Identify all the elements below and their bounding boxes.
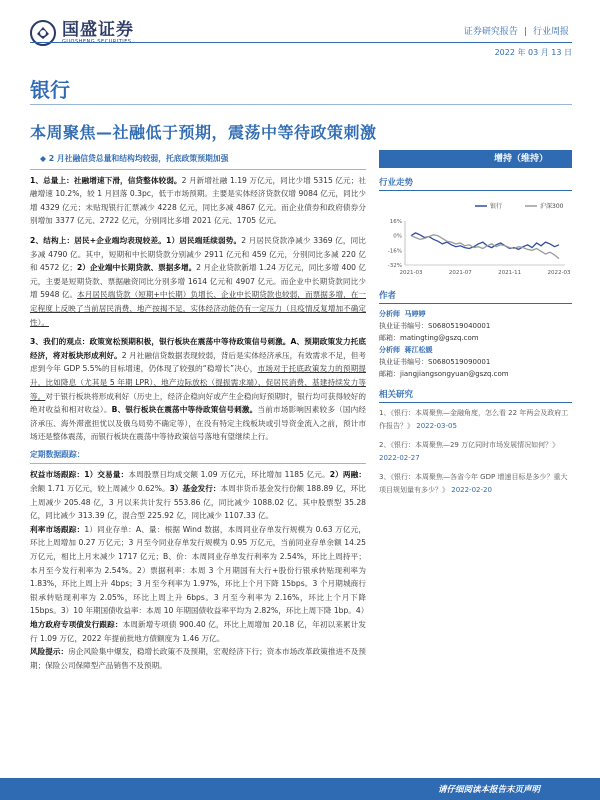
p2-lead: 2、结构上：居民+企业端均表现较差。1）居民端延续弱势。 [30,235,242,245]
rate-lead: 利率市场跟踪： [30,524,85,534]
volume-lead: 1）交易量： [84,470,129,480]
subhead-text: 2 月社融信贷总量和结构均较弱，托底政策预期加强 [48,154,229,163]
header-divider [30,42,572,43]
p3-body: 2 月社融信贷数据表现较弱，背后是实体经济承压，有效需求不足，但考虑到今年 GDP 5.5%的目标增速，仍体现了较强的“稳增长”决心， [30,350,366,374]
report-type-label: 证券研究报告 [463,27,518,37]
rating-badge: 增持（维持） [379,150,572,168]
author-1 [379,308,572,344]
author-2-cert: S0680519090001 [428,358,491,366]
industry-title: 银行 [30,78,70,102]
x-tick-label: 2021-07 [448,270,472,276]
risk-body: 房企风险集中爆发，稳增长政策不及预期，宏观经济下行；资本市场改革政策推进不及预期；保险公司保障型产品销售不及预期。 [30,647,366,670]
series-line-csi300 [411,235,559,259]
fund-lead: 3）基金发行： [169,484,221,494]
data-divider [30,463,366,464]
author-1-role: 分析师 [379,310,400,318]
author-2-role: 分析师 [379,346,400,354]
trend-title: 行业走势 [379,176,572,191]
report-date: 2022 年 03 月 13 日 [494,48,572,57]
author-1-cert: S0680519040001 [428,322,491,330]
main-content [30,150,369,672]
subhead-divider [30,169,366,170]
report-type [461,24,572,37]
y-tick-label: 0% [393,233,402,240]
industry-divider [30,104,572,105]
related-2-text[interactable]: 2、《银行：本周聚焦—29 万亿同时市场发展情况如何？》 [379,441,560,449]
equity-tracking [30,468,366,522]
author-2-email-label: 邮箱： [379,370,400,378]
related-2-date: 2022-02-27 [379,454,420,462]
rate-tracking [30,523,369,645]
author-1-email-label: 邮箱： [379,334,400,342]
author-1-email[interactable]: matingting@gszq.com [400,334,479,342]
authors-list [379,308,572,380]
paragraph-2 [30,234,366,329]
p1-body: 2 月新增社融 1.19 万亿元，同比少增 5315 亿元；社融增速 10.2%，较 1 月回落 0.3pc，低于市场预期。主要是实体经济贷款仅增 9084 亿元，同比少增 4329 亿元；未贴现银行汇票减少 4228 亿元，同比多减 4867 亿元。而企业债券和政府债券分别增加 3377 亿元、2722 亿元，分别同比多增 2021 亿元、1705 亿元。 [30,175,366,226]
sidebar [379,150,572,497]
p3-body2: 对于银行板块将形成利好（历史上，经济企稳向好或产生企稳向好预期时，银行均可获得较好的绝对收益和相对收益）。 [30,391,367,415]
p3-body3: 当前市场影响因素较多（国内经济承压、海外滞涨担忧以及俄乌局势不确定等），在没有特定主线板块或引导资金流入之前，预计市场还是整体震荡，而银行板块在震荡中等待政策信号落地有望继续上行。 [30,405,366,442]
p2-underline: 本月居民端贷款（短期+中长期）负增长、企业中长期贷款也较弱，而票据多增，在一定程度上反映了当前居民消费、地产按揭不足，实体经济动能仍有一定压力（且疫情反复增加不确定性）。 [30,290,366,327]
author-2-cert-label: 执业证书编号： [379,358,428,366]
risk-warning [30,645,366,672]
section-subhead: ◆ 2 月社融信贷总量和结构均较弱，托底政策预期加强 [40,154,229,163]
paragraph-1 [30,174,366,228]
paragraph-3 [30,335,366,444]
volume-text: 本周股票日均成交额 1.09 万亿元，环比增加 1185 亿元。 [128,470,330,480]
p2-body2: 2 月企业贷款新增 1.24 万亿元，同比多增 400 亿元，主要是短期贷款、票据融资同比分别多增 1614 亿元和 4907 亿元。而企业中长期贷款同比少增 5948 亿。 [30,263,366,300]
y-tick-label: -32% [387,263,402,269]
related-item-1[interactable] [379,407,572,433]
report-type-sep: | [523,27,527,37]
p1-lead: 1、总量上：社融增速下滑，信贷整体较弱。 [30,175,182,185]
y-tick-label: -16% [387,248,402,255]
related-1-text[interactable]: 1、《银行：本周聚焦—金融角度，怎么看 22 年两会及政府工作报告？》 [379,409,569,430]
author-1-cert-label: 执业证书编号： [379,322,428,330]
legend-label: 沪深300 [540,203,564,210]
related-1-date: 2022-03-05 [416,422,457,430]
x-tick-label: 2022-03 [547,270,571,276]
p3-lead: 3、我们的观点：政策宽松预期积极，银行板块在震荡中等待政策信号刺激。A、预期政策发力托底经济，将对板块形成利好。 [30,337,366,360]
equity-lead: 权益市场跟踪： [30,470,85,480]
x-tick-label: 2021-11 [498,270,522,276]
x-tick-label: 2021-03 [399,270,423,276]
author-1-name: 马婷婷 [404,310,426,318]
p2-body: 2 月居民贷款净减少 3369 亿，同比多减 4790 亿。其中，短期和中长期贷款分别减少 2911 亿元和 459 亿元，分别同比多减 220 亿和 4572 亿； [30,235,366,273]
related-list [379,407,572,497]
p2-lead2: 2）企业端中长期贷款、票据多增。 [76,263,197,273]
footer-disclaimer: 请仔细阅读本报告末页声明 [437,785,540,795]
related-item-2[interactable] [379,439,572,465]
legend-label: 银行 [490,203,503,210]
bond-lead: 地方政府专项债发行跟踪： [30,620,123,629]
trend-chart [379,199,572,281]
related-3-text[interactable]: 3、《银行：本周聚焦—各省今年 GDP 增速目标是多少？重大项目规划量有多少？》 [379,473,568,494]
related-title: 相关研究 [379,388,572,403]
trend-chart-svg [379,199,572,281]
fund-text: 本周非货币基金发行份额 188.89 亿，环比上周减少 205.48 亿，3 月以来共计发行 553.86 亿，同比减少 1088.02 亿。其中股票型 35.28 亿，同比减少 313.39 亿，混合型 225.92 亿，同比减少 1107.33 亿。 [30,484,366,521]
data-tracking-title: 定期数据跟踪： [30,449,85,459]
p3-underline: 市场对于托底政策发力的预期提升，比如降息（尤其是 5 年期 LPR）、地产边际放松（提振需求端）、促居民消费、基建持续发力等等。 [30,364,367,401]
risk-lead: 风险提示： [30,647,69,657]
report-header [0,0,600,64]
y-tick-label: 16% [389,219,402,225]
report-sub-label: 行业周报 [532,27,569,37]
related-item-3[interactable] [379,471,572,497]
p3-lead2: B、银行板块在震荡中等待政策信号刺激。 [111,405,258,415]
authors-title: 作者 [379,289,572,304]
rate-text: 1）同业存单：A、量：根据 Wind 数据，本周同业存单发行规模为 0.63 万亿元，环比上周增加 0.27 万亿元；3 月至今同业存单发行规模为 0.95 万亿元，当前同业存单余额 14.25 万亿元，相比上月末减少 1717 亿元；B、价：本周同业存单发行利率为 2.54%，环比上周持平；本月至今发行利率为 2.54%。2）票据利率：本周 3 个月期国有大行+股份行银承转贴现利率为 1.83%，环比上周上升 4bps；3 月至今利率为 1.97%，环比上个月下降 15bps。3 个月期城商行银承转贴现利率为 2.05%，环比上周上升 6bps。3 月至今利率为 2.16%，环比上个月下降 15bps。3）10 年期国债收益率：本周 10 年期国债收益率平均为 2.82%，环比上周下降 1bp。4） [30,524,369,616]
author-2-name: 蒋江松媛 [404,346,433,354]
author-2 [379,344,572,380]
footer-bar [0,778,600,800]
bond-text: 本周新增专项债 900.40 亿，环比上周增加 20.18 亿，年初以来累计发行 1.09 万亿，2022 年提前批地方债额度为 1.46 万亿。 [30,620,366,643]
logo-cn-text: 国盛证券 [62,20,134,40]
margin-text: 余额 1.71 万亿元，较上周减少 0.62%。 [30,484,170,494]
author-2-email[interactable]: jiangjiangsongyuan@gszq.com [400,370,509,378]
report-title: 本周聚焦—社融低于预期，震荡中等待政策刺激 [30,123,377,142]
margin-lead: 2）两融： [329,470,366,480]
related-3-date: 2022-02-20 [451,486,492,494]
